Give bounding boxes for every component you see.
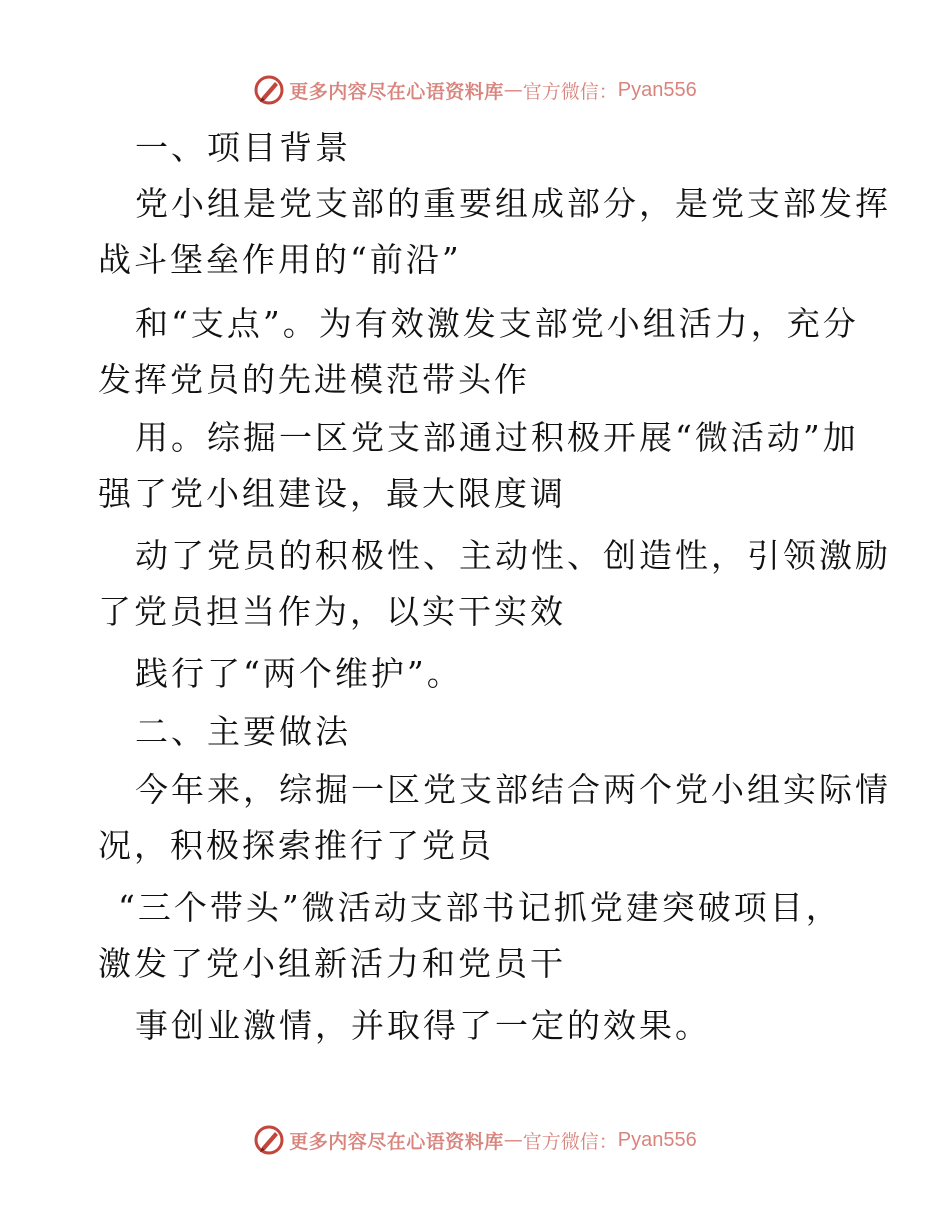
pen-logo-icon [253,1124,285,1156]
pen-logo-icon [253,74,285,106]
paragraph-line: 了党员担当作为，以实干实效 [98,592,566,631]
paragraph-line: 激发了党小组新活力和党员干 [98,944,566,983]
paragraph-line: 事创业激情，并取得了一定的效果。 [135,1006,711,1045]
paragraph-line: 发挥党员的先进模范带头作 [98,360,530,399]
section-heading-methods: 二、主要做法 [135,712,351,751]
paragraph-line: 和“支点”。为有效激发支部党小组活力，充分 [135,304,859,343]
header-banner [0,70,950,110]
paragraph-line: 党小组是党支部的重要组成部分，是党支部发挥 [135,184,891,223]
paragraph-line: 况，积极探索推行了党员 [98,826,494,865]
wechat-id: Pyan556 [617,78,697,101]
promo-text: 更多内容尽在心语资料库 [289,80,504,103]
section-heading-background: 一、项目背景 [135,128,351,167]
paragraph-line: 今年来，综掘一区党支部结合两个党小组实际情 [135,770,891,809]
wechat-label: 官方微信： [522,80,618,103]
banner-separator: — [503,79,523,101]
paragraph-line: 强了党小组建设，最大限度调 [98,474,566,513]
promo-text: 更多内容尽在心语资料库 [289,1130,504,1153]
footer-banner [0,1120,950,1160]
paragraph-line: 践行了“两个维护”。 [135,654,463,693]
wechat-id: Pyan556 [617,1128,697,1151]
paragraph-line: 用。综掘一区党支部通过积极开展“微活动”加 [135,418,859,457]
banner-separator: — [503,1129,523,1151]
paragraph-line: 战斗堡垒作用的“前沿” [98,240,462,279]
wechat-label: 官方微信： [522,1130,618,1153]
paragraph-line: “三个带头”微活动支部书记抓党建突破项目， [118,888,842,927]
paragraph-line: 动了党员的积极性、主动性、创造性，引领激励 [135,536,891,575]
